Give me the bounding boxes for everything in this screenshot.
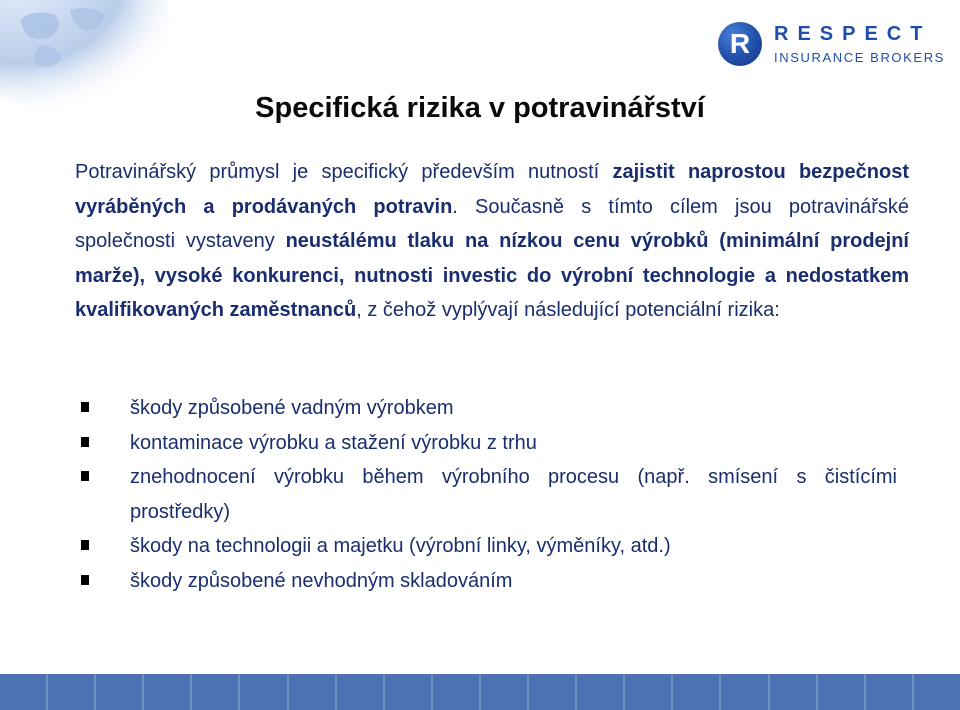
footer-segment bbox=[48, 674, 96, 710]
intro-text-2: . Současně s tímto cílem jsou potravinářské společnosti vystaveny bbox=[75, 195, 909, 252]
footer-segment bbox=[337, 674, 385, 710]
footer-segment bbox=[721, 674, 769, 710]
list-item bbox=[75, 426, 897, 461]
intro-bold-1: zajistit naprostou bezpečnost vyráběných a prodávaných potravin bbox=[75, 161, 909, 218]
footer-segment bbox=[529, 674, 577, 710]
list-item-text: znehodnocení výrobku během výrobního procesu (např. smísení s čistícími prostředky) bbox=[130, 466, 897, 523]
footer-segment bbox=[673, 674, 721, 710]
list-item-text: škody způsobené nevhodným skladováním bbox=[130, 569, 513, 592]
logo-subtitle: INSURANCE BROKERS bbox=[774, 50, 945, 65]
footer-segment bbox=[385, 674, 433, 710]
list-item bbox=[75, 529, 897, 564]
footer-segment bbox=[818, 674, 866, 710]
bullet-square-icon bbox=[81, 540, 89, 550]
footer-segment bbox=[433, 674, 481, 710]
bullet-square-icon bbox=[81, 471, 89, 481]
list-item bbox=[75, 391, 897, 426]
list-item-text: škody na technologii a majetku (výrobní linky, výměníky, atd.) bbox=[130, 535, 671, 557]
bullet-square-icon bbox=[81, 437, 89, 447]
footer-segment bbox=[192, 674, 240, 710]
footer-segment bbox=[0, 674, 48, 710]
bullet-square-icon bbox=[81, 402, 89, 412]
footer-segment bbox=[866, 674, 914, 710]
footer-bar bbox=[0, 674, 960, 710]
footer-segment bbox=[144, 674, 192, 710]
footer-segment bbox=[481, 674, 529, 710]
intro-paragraph bbox=[75, 155, 909, 328]
list-item bbox=[75, 564, 897, 599]
footer-segment bbox=[289, 674, 337, 710]
footer-segment bbox=[240, 674, 288, 710]
footer-segment bbox=[96, 674, 144, 710]
list-item-text: škody způsobené vadným výrobkem bbox=[130, 397, 454, 419]
risk-list bbox=[75, 391, 897, 598]
bullet-square-icon bbox=[81, 575, 89, 585]
logo-mark: R bbox=[718, 22, 762, 66]
list-item bbox=[75, 460, 897, 529]
footer-segment bbox=[625, 674, 673, 710]
intro-text-3: , z čehož vyplývají následující potenciální rizika: bbox=[356, 299, 780, 321]
list-item-text: kontaminace výrobku a stažení výrobku z trhu bbox=[130, 431, 537, 454]
slide-title: Specifická rizika v potravinářství bbox=[255, 92, 705, 124]
company-logo bbox=[718, 22, 945, 68]
intro-text-1: Potravinářský průmysl je specifický především nutností bbox=[75, 161, 613, 183]
footer-segment bbox=[577, 674, 625, 710]
intro-bold-2: neustálému tlaku na nízkou cenu výrobků (minimální prodejní marže), vysoké konkurenci, nutnosti investic do výrobní technologie a nedostatkem kvalifikovaných zaměstnanců bbox=[75, 230, 909, 321]
logo-name: RESPECT bbox=[774, 23, 932, 45]
footer-segment bbox=[770, 674, 818, 710]
footer-segment bbox=[914, 674, 960, 710]
